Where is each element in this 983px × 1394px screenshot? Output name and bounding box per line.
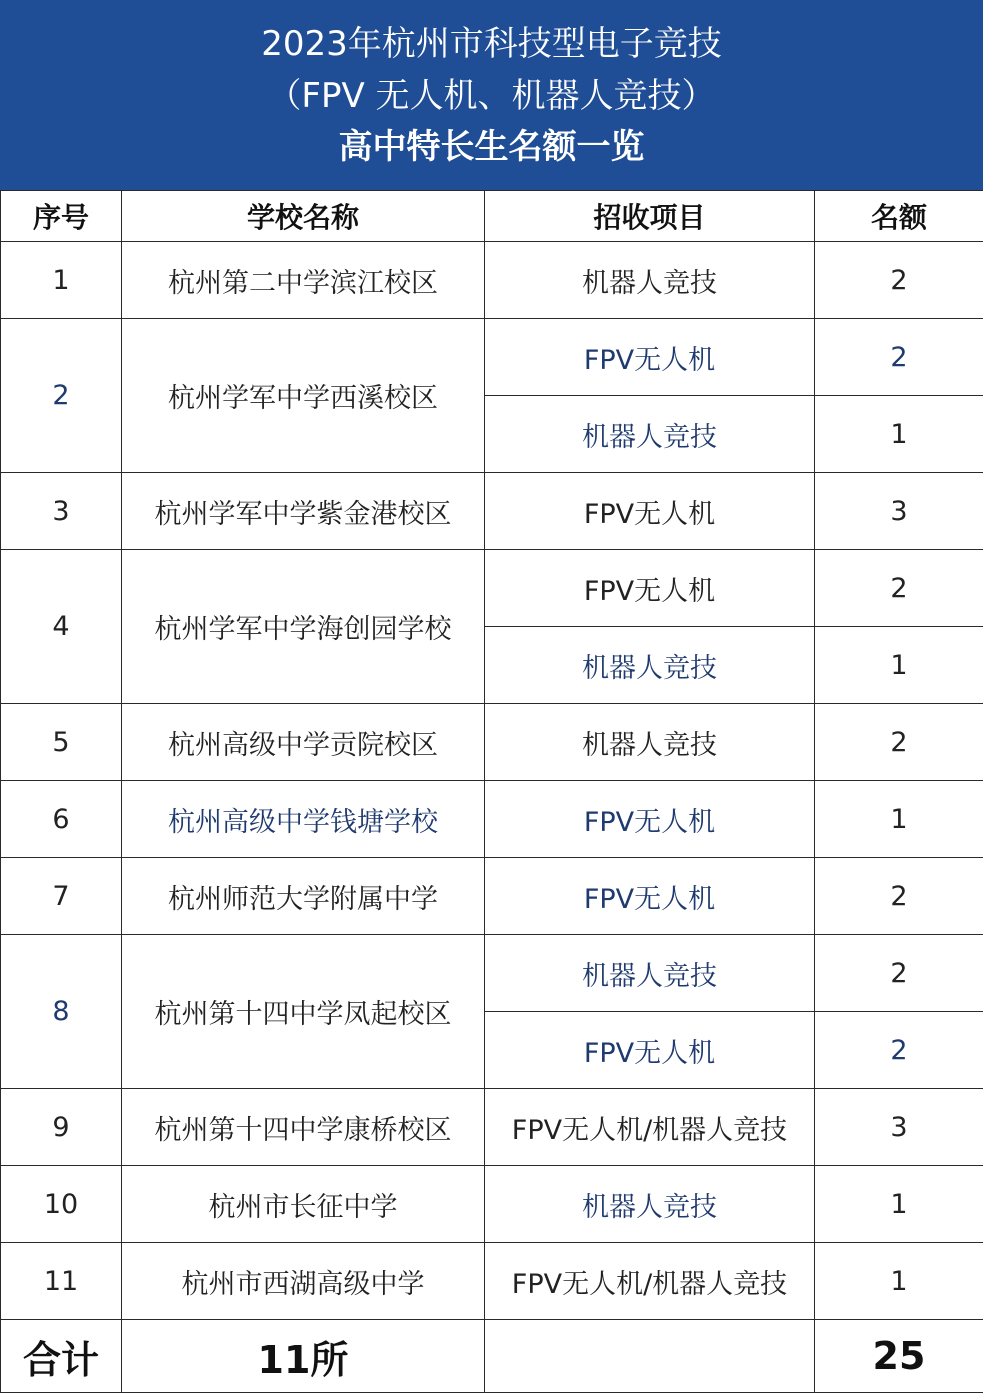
row-project: FPV无人机/机器人竞技: [485, 1243, 815, 1320]
row-quota: 1: [815, 627, 983, 704]
row-school: 杭州高级中学钱塘学校: [122, 781, 485, 858]
total-project: [485, 1320, 815, 1393]
total-label: 合计: [1, 1320, 122, 1393]
table-row: [1, 935, 983, 1012]
row-index: 11: [1, 1243, 122, 1320]
row-project: 机器人竞技: [485, 1166, 815, 1243]
row-index: 1: [1, 242, 122, 319]
row-project: FPV无人机: [485, 781, 815, 858]
row-quota: 2: [815, 858, 983, 935]
header-index: 序号: [1, 191, 122, 242]
table-header-row: [1, 191, 983, 242]
header-quota: 名额: [815, 191, 983, 242]
row-quota: 1: [815, 1243, 983, 1320]
row-project: 机器人竞技: [485, 935, 815, 1012]
row-school: 杭州市西湖高级中学: [122, 1243, 485, 1320]
row-project: FPV无人机: [485, 1012, 815, 1089]
row-index: 4: [1, 550, 122, 704]
row-school: 杭州市长征中学: [122, 1166, 485, 1243]
title-banner: [0, 0, 983, 190]
row-project: FPV无人机/机器人竞技: [485, 1089, 815, 1166]
row-index: 9: [1, 1089, 122, 1166]
row-school: 杭州第二中学滨江校区: [122, 242, 485, 319]
row-school: 杭州第十四中学凤起校区: [122, 935, 485, 1089]
row-index: 6: [1, 781, 122, 858]
row-school: 杭州学军中学西溪校区: [122, 319, 485, 473]
row-quota: 2: [815, 935, 983, 1012]
row-school: 杭州师范大学附属中学: [122, 858, 485, 935]
row-quota: 2: [815, 1012, 983, 1089]
row-quota: 2: [815, 319, 983, 396]
total-schools: 11所: [122, 1320, 485, 1393]
row-quota: 2: [815, 704, 983, 781]
title-line-3: 高中特长生名额一览: [338, 127, 645, 167]
header-school: 学校名称: [122, 191, 485, 242]
row-quota: 1: [815, 781, 983, 858]
table-row: [1, 242, 983, 319]
row-project: 机器人竞技: [485, 242, 815, 319]
row-school: 杭州第十四中学康桥校区: [122, 1089, 485, 1166]
table-row: [1, 550, 983, 627]
row-index: 5: [1, 704, 122, 781]
table-row: [1, 781, 983, 858]
total-quota: 25: [815, 1320, 983, 1393]
row-index: 2: [1, 319, 122, 473]
row-school: 杭州学军中学紫金港校区: [122, 473, 485, 550]
row-quota: 3: [815, 473, 983, 550]
title-line-1: 2023年杭州市科技型电子竞技: [261, 24, 722, 64]
row-project: FPV无人机: [485, 858, 815, 935]
table-row: [1, 1166, 983, 1243]
row-index: 7: [1, 858, 122, 935]
table-row: [1, 473, 983, 550]
row-quota: 2: [815, 242, 983, 319]
table-row: [1, 1089, 983, 1166]
table-row: [1, 1243, 983, 1320]
row-project: FPV无人机: [485, 473, 815, 550]
quota-table: [0, 190, 983, 1393]
row-project: FPV无人机: [485, 550, 815, 627]
row-quota: 1: [815, 1166, 983, 1243]
row-project: 机器人竞技: [485, 704, 815, 781]
row-school: 杭州学军中学海创园学校: [122, 550, 485, 704]
row-project: FPV无人机: [485, 319, 815, 396]
title-line-2: （FPV 无人机、机器人竞技）: [267, 76, 716, 116]
total-row: [1, 1320, 983, 1393]
table-row: [1, 704, 983, 781]
row-project: 机器人竞技: [485, 627, 815, 704]
row-index: 8: [1, 935, 122, 1089]
row-quota: 3: [815, 1089, 983, 1166]
row-quota: 1: [815, 396, 983, 473]
row-quota: 2: [815, 550, 983, 627]
row-index: 10: [1, 1166, 122, 1243]
row-project: 机器人竞技: [485, 396, 815, 473]
row-index: 3: [1, 473, 122, 550]
table-row: [1, 858, 983, 935]
row-school: 杭州高级中学贡院校区: [122, 704, 485, 781]
table-row: [1, 319, 983, 396]
header-project: 招收项目: [485, 191, 815, 242]
